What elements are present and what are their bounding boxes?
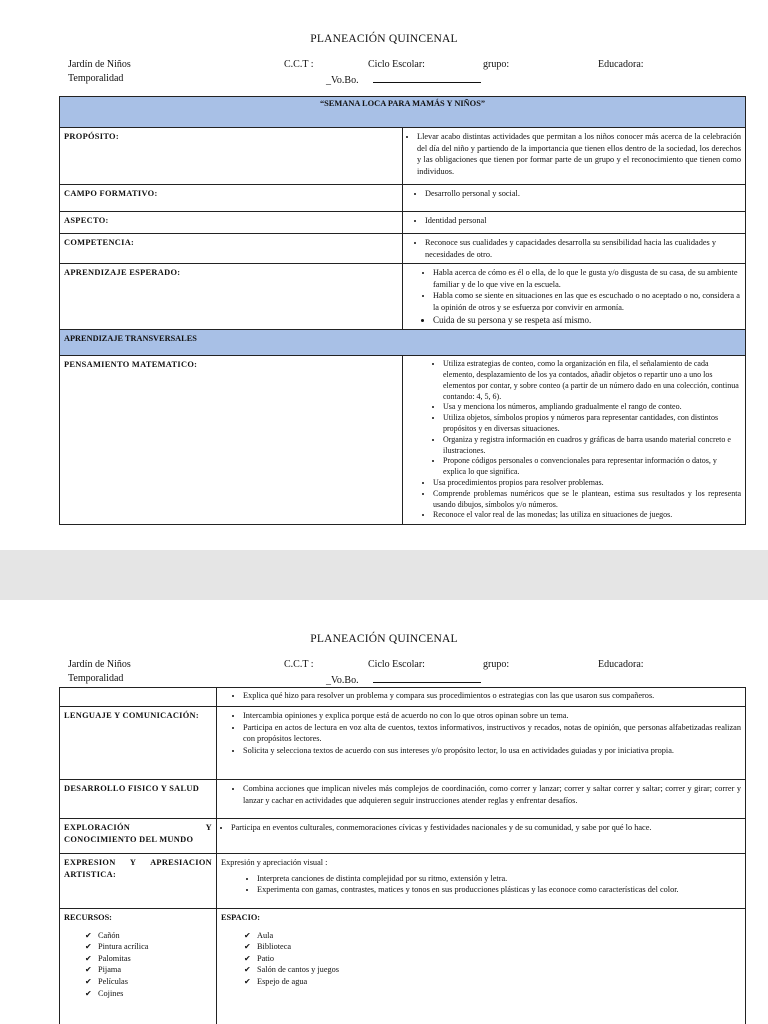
competencia-row	[60, 234, 746, 264]
expresion-intro: Expresión y apreciación visual :	[221, 858, 328, 867]
signature-line	[373, 673, 481, 683]
aprendizaje-item: • Cuida de su persona y se respeta así mismo.	[433, 314, 741, 327]
pensamiento-item: • Utiliza objetos, símbolos propios y números para representar cantidades, con distintos propósitos y en diversas situaciones.	[443, 413, 741, 435]
pensamiento-item: • Comprende problemas numéricos que se le plantean, estima sus resultados y los representa usando dibujos, símbolos y/o números.	[433, 489, 741, 511]
temporalidad-label: Temporalidad	[68, 73, 124, 84]
recurso-item: ✔ Pintura acrílica	[98, 941, 212, 953]
expresion-item: • Interpreta canciones de distinta complejidad por su ritmo, extensión y letra.	[257, 873, 741, 885]
aspecto-label: ASPECTO:	[60, 212, 403, 234]
lenguaje-item: • Participa en actos de lectura en voz alta de cuentos, textos informativos, instructivos y recados, notas de opinión, que personas alfabetizadas realizan con propósitos lectores.	[243, 722, 741, 745]
continued-item: • Explica qué hizo para resolver un problema y compara sus procedimientos o estrategias con las que usaron sus compañeros.	[243, 690, 741, 702]
proposito-label: PROPÓSITO:	[60, 128, 403, 185]
recurso-item: ✔ Palomitas	[98, 953, 212, 965]
espacio-label: ESPACIO:	[221, 913, 261, 922]
educadora-label: Educadora:	[598, 59, 644, 70]
pensamiento-item: • Reconoce el valor real de las monedas; las utiliza en situaciones de juegos.	[433, 510, 741, 521]
lenguaje-item: • Solicita y selecciona textos de acuerdo con sus intereses y/o propósito lector, lo usa en actividades guiadas y por iniciativa propia.	[243, 745, 741, 757]
week-banner: “SEMANA LOCA PARA MAMÁS Y NIÑOS”	[60, 97, 746, 128]
pensamiento-item: • Utiliza estrategias de conteo, como la organización en fila, el señalamiento de cada elemento, desplazamiento de los ya contados, añadir objetos o repartir uno a uno los elementos por contar, y sobre conteo (a partir de un número dado en una colección, continua contando: 4, 5, 6).	[443, 359, 741, 402]
pensamiento-item: • Usa y menciona los números, ampliando gradualmente el rango de conteo.	[443, 402, 741, 413]
recurso-item: ✔ Cañón	[98, 930, 212, 942]
lenguaje-row	[60, 707, 746, 780]
transversal-row	[60, 330, 746, 356]
desarrollo-fisico-label: DESARROLLO FISICO Y SALUD	[60, 780, 217, 819]
educadora-label: Educadora:	[598, 659, 644, 670]
recursos-espacio-row	[60, 909, 746, 1024]
espacio-item: ✔ Patio	[257, 953, 741, 965]
signature-line	[373, 73, 481, 83]
expresion-row	[60, 854, 746, 909]
pensamiento-row	[60, 356, 746, 525]
lenguaje-item: • Intercambia opiniones y explica porque está de acuerdo no con lo que otros opinan sobre un tema.	[243, 710, 741, 722]
page-title: PLANEACIÓN QUINCENAL	[310, 633, 458, 645]
cct-label: C.C.T :	[284, 659, 314, 670]
expresion-item: • Experimenta con gamas, contrastes, matices y tonos en sus producciones plásticas y las econoce como características del color.	[257, 884, 741, 896]
proposito-text: • Llevar acabo distintas actividades que permitan a los niños conocer más acerca de la celebración del día del niño y partiendo de la importancia que tienen ellos dentro de la sociedad, los derechos y las obligaciones que tienen por formar parte de un grupo y el reconocimiento que tienen como individuos.	[417, 131, 741, 177]
campo-row	[60, 185, 746, 212]
fisico-row	[60, 780, 746, 819]
pensamiento-item: • Propone códigos personales o convencionales para representar información o datos, y explica lo que significa.	[443, 456, 741, 478]
page-title: PLANEACIÓN QUINCENAL	[310, 33, 458, 45]
planning-table-continued	[59, 687, 746, 1024]
ciclo-label: Ciclo Escolar:	[368, 659, 425, 670]
exploracion-row	[60, 819, 746, 854]
recurso-item: ✔ Películas	[98, 976, 212, 988]
page-two	[0, 600, 768, 1024]
pensamiento-item: • Organiza y registra información en cuadros y gráficas de barra usando material concreto e ilustraciones.	[443, 435, 741, 457]
recursos-label: RECURSOS:	[64, 913, 112, 922]
proposito-row	[60, 128, 746, 185]
pensamiento-label: PENSAMIENTO MATEMATICO:	[60, 356, 403, 525]
aprendizaje-item: • Habla acerca de cómo es él o ella, de lo que le gusta y/o disgusta de su casa, de su ambiente familiar y de lo que vive en la escuela.	[433, 267, 741, 290]
pensamiento-item: • Usa procedimientos propios para resolver problemas.	[433, 478, 741, 489]
aprendizaje-esperado-row	[60, 264, 746, 330]
ciclo-label: Ciclo Escolar:	[368, 59, 425, 70]
jardin-label: Jardín de Niños	[68, 659, 131, 670]
transversal-heading: APRENDIZAJE TRANSVERSALES	[60, 330, 746, 356]
espacio-item: ✔ Biblioteca	[257, 941, 741, 953]
jardin-label: Jardín de Niños	[68, 59, 131, 70]
vobo-label: Vo.Bo.	[331, 675, 359, 686]
continued-row	[60, 688, 746, 707]
campo-formativo-label: CAMPO FORMATIVO:	[60, 185, 403, 212]
vobo-label: Vo.Bo.	[331, 75, 359, 86]
recurso-item: ✔ Cojines	[98, 988, 212, 1000]
campo-formativo-text: • Desarrollo personal y social.	[425, 188, 741, 200]
exploracion-item: • Participa en eventos culturales, conmemoraciones cívicas y festividades nacionales y de su comunidad, y sabe por qué lo hace.	[231, 822, 741, 834]
grupo-label: grupo:	[483, 59, 510, 70]
cct-label: C.C.T :	[284, 59, 314, 70]
aspecto-row	[60, 212, 746, 234]
aprendizaje-esperado-label: APRENDIZAJE ESPERADO:	[60, 264, 403, 330]
expresion-label: EXPRESION Y APRESIACION ARTISTICA:	[60, 854, 217, 909]
competencia-text: • Reconoce sus cualidades y capacidades desarrolla su sensibilidad hacia las cualidades y necesidades de otro.	[425, 237, 741, 260]
espacio-item: ✔ Aula	[257, 930, 741, 942]
vobo-field: _Vo.Bo.	[326, 73, 481, 86]
vobo-field: _Vo.Bo.	[326, 673, 481, 686]
grupo-label: grupo:	[483, 659, 510, 670]
aprendizaje-item: • Habla como se siente en situaciones en las que es escuchado o no aceptado o no, considera a la opinión de otros y se esfuerza por convivir en armonía.	[433, 290, 741, 313]
temporalidad-label: Temporalidad	[68, 673, 124, 684]
planning-table	[59, 96, 746, 525]
banner-row	[60, 97, 746, 128]
espacio-item: ✔ Salón de cantos y juegos	[257, 964, 741, 976]
aspecto-text: • Identidad personal	[425, 215, 741, 227]
exploracion-label: EXPLORACIÓN Y CONOCIMIENTO DEL MUNDO	[60, 819, 217, 854]
recurso-item: ✔ Pijama	[98, 964, 212, 976]
competencia-label: COMPETENCIA:	[60, 234, 403, 264]
fisico-item: • Combina acciones que implican niveles más complejos de coordinación, como correr y lanzar; correr y saltar correr y saltar; correr y girar; correr y lanzar y cachar en actividades que adquieren seguir instrucciones atender reglas y enfrentar desafíos.	[243, 783, 741, 806]
lenguaje-label: LENGUAJE Y COMUNICACIÓN:	[60, 707, 217, 780]
espacio-item: ✔ Espejo de agua	[257, 976, 741, 988]
